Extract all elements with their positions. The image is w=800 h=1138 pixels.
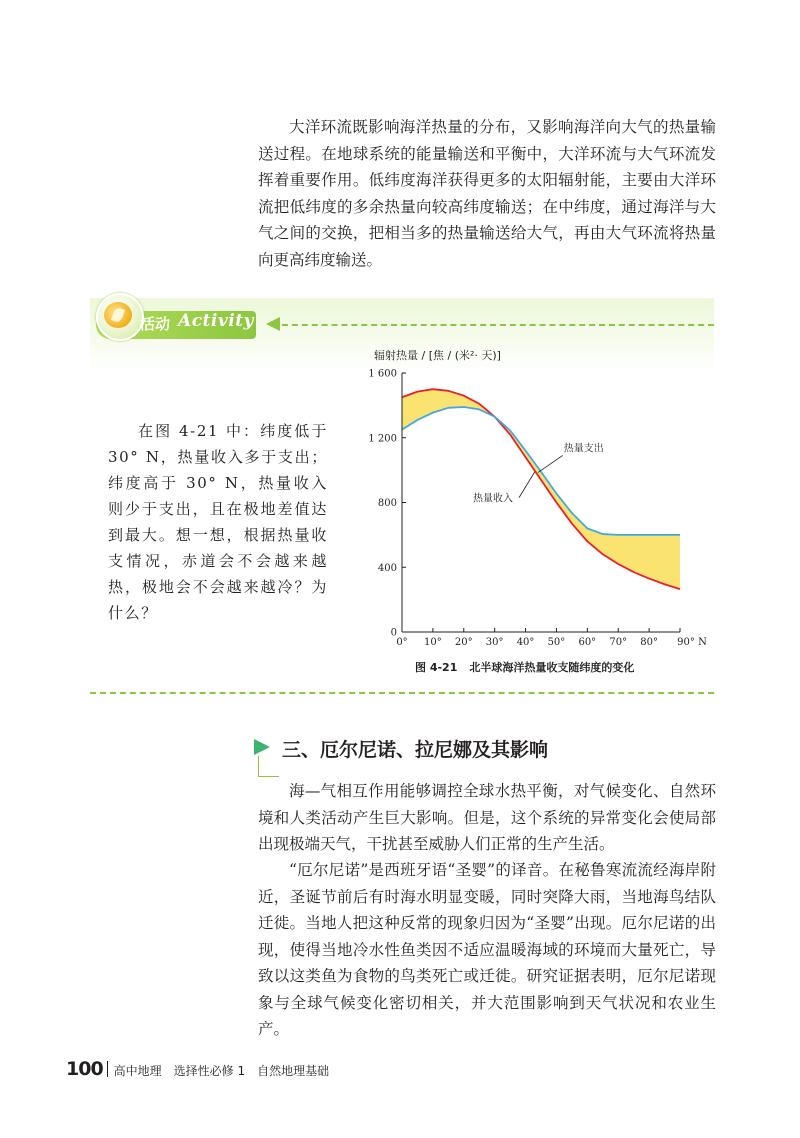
surplus-deficit-fill <box>402 389 680 589</box>
annotation-income-leader <box>519 472 535 498</box>
y-tick-label: 0 <box>390 627 397 639</box>
y-axis-label: 辐射热量 / [焦 / (米²· 天)] <box>374 349 501 362</box>
x-tick-label: 10° <box>424 637 442 648</box>
x-tick-label: 0° <box>396 637 408 648</box>
activity-label: 活动 <box>140 315 171 333</box>
x-tick-label: 30° <box>485 637 504 648</box>
activity-bottom-divider <box>90 692 714 694</box>
activity-top-divider <box>282 324 714 326</box>
series-line-expense <box>402 407 680 535</box>
x-tick-label: 70° <box>609 637 628 648</box>
page-footer <box>66 1058 329 1080</box>
section-bracket <box>258 756 279 777</box>
annotation-expense-leader <box>538 455 563 472</box>
leaf-icon <box>104 302 132 328</box>
annotation-income: 热量收入 <box>473 493 514 505</box>
section-heading: 三、厄尔尼诺、拉尼娜及其影响 <box>282 739 549 761</box>
activity-arrow-icon <box>266 317 280 331</box>
page-number: 100 <box>66 1058 103 1080</box>
activity-label-en: Activity <box>178 311 254 331</box>
book-title: 高中地理 选择性必修 1 自然地理基础 <box>113 1064 330 1078</box>
paragraph-ocean-circulation: 大洋环流既影响海洋热量的分布，又影响海洋向大气的热量输送过程。在地球系统的能量输送和平衡中，大洋环流与大气环流发挥着重要作用。低纬度海洋获得更多的太阳辐射能，主要由大洋环流把低纬度的多余热量向较高纬度输送；在中纬度，通过海洋与大气之间的交换，把相当多的热量输送给大气，再由大气环流将热量向更高纬度输送。 <box>258 118 716 269</box>
y-tick-label: 1 200 <box>368 433 397 445</box>
section-triangle-icon <box>254 739 270 755</box>
y-tick-label: 400 <box>377 562 397 574</box>
x-tick-label: 40° <box>516 637 535 648</box>
figure-number: 图 4-21 <box>415 661 458 674</box>
paragraph-air-sea: 海—气相互作用能够调控全球水热平衡，对气候变化、自然环境和人类活动产生巨大影响。但是，这个系统的异常变化会使局部出现极端天气，干扰甚至威胁人们正常的生产生活。 <box>258 782 716 853</box>
annotation-expense: 热量支出 <box>563 443 604 455</box>
paragraph-el-nino: “厄尔尼诺”是西班牙语“圣婴”的译音。在秘鲁寒流流经海岸附近，圣诞节前后有时海水明显变暖，同时突降大雨，当地海鸟结队迁徙。当地人把这种反常的现象归因为“圣婴”出现。厄尔尼诺的出现，使得当地冷水性鱼类因不适应温暖海域的环境而大量死亡，导致以这类鱼为食物的鸟类死亡或迁徙。研究证据表明，厄尔尼诺现象与全球气候变化密切相关，并大范围影响到天气状况和农业生产。 <box>258 861 716 1038</box>
heat-budget-chart <box>360 345 710 655</box>
figure-caption <box>415 659 646 675</box>
y-tick-label: 800 <box>377 498 397 509</box>
x-tick-label: 50° <box>547 637 566 648</box>
x-tick-label: 20° <box>454 637 473 648</box>
footer-separator <box>107 1061 108 1077</box>
x-tick-label: 60° <box>578 637 597 648</box>
x-tick-label: 90° N <box>677 637 707 648</box>
x-tick-label: 80° <box>640 637 658 648</box>
y-tick-label: 1 600 <box>368 368 397 380</box>
activity-question: 在图 4-21 中：纬度低于 30° N，热量收入多于支出；纬度高于 30° N，热量收入则少于支出，且在极地差值达到最大。想一想，根据热量收支情况，赤道会不会越来越热，极地会不会越来越冷？为什么？ <box>108 422 328 622</box>
figure-title: 北半球海洋热量收支随纬度的变化 <box>469 661 635 674</box>
